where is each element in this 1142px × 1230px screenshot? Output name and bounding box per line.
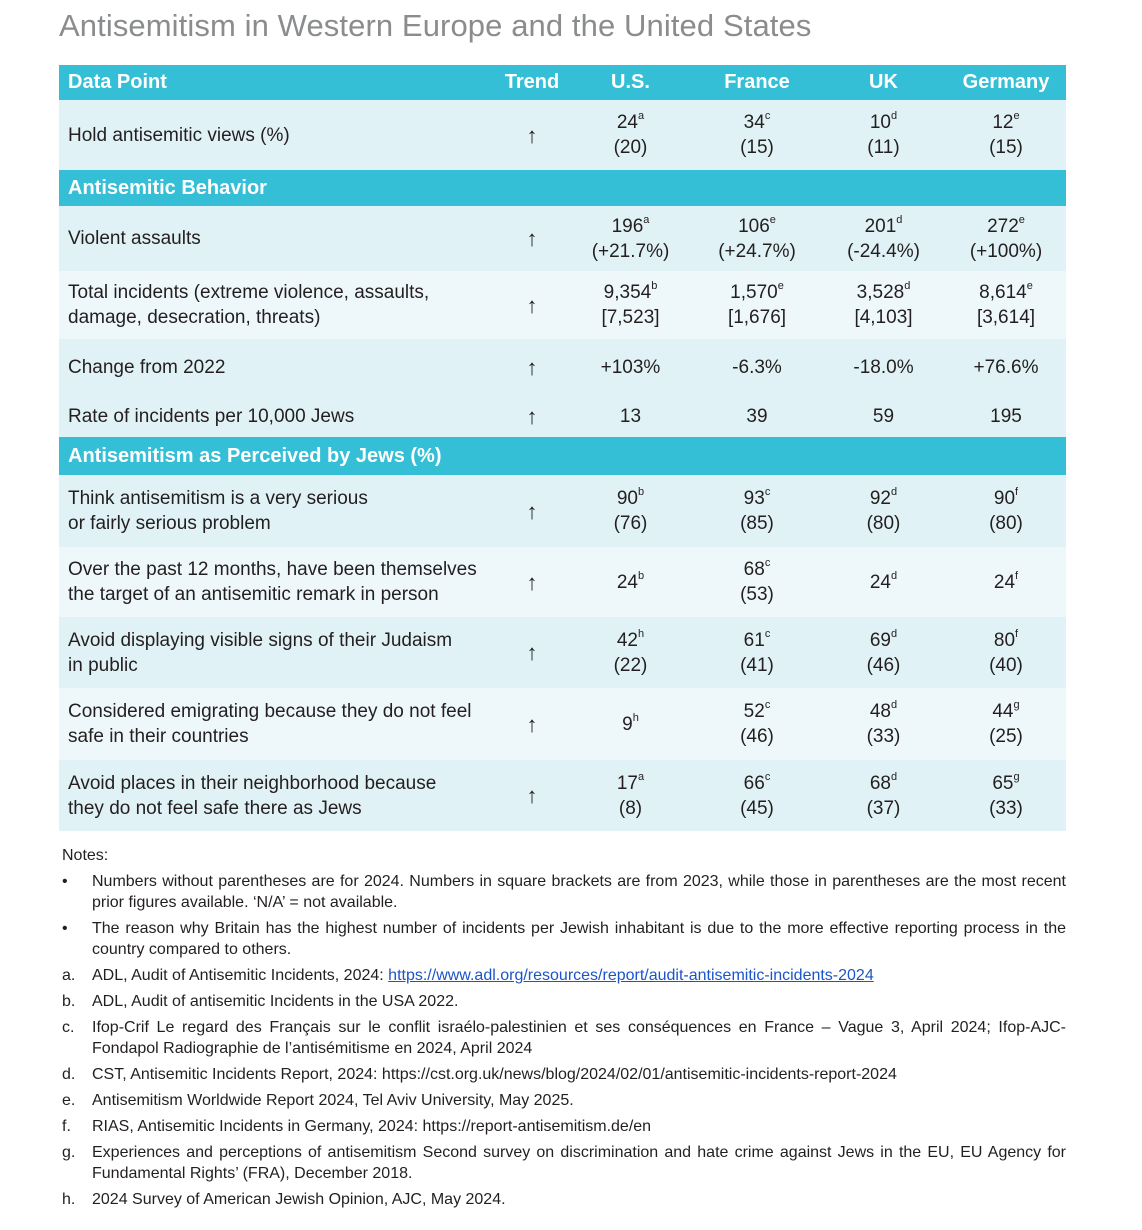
cell-uk: -18.0%: [821, 339, 946, 395]
trend-up-icon: ↑: [496, 100, 568, 170]
trend-up-icon: ↑: [496, 688, 568, 760]
trend-up-icon: ↑: [496, 271, 568, 339]
note-h: h. 2024 Survey of American Jewish Opinion, AJC, May 2024.: [62, 1191, 506, 1208]
cell-france: 39: [693, 395, 821, 437]
note-g: g. Experiences and perceptions of antisemitism Second survey on discrimination and hate crime against Jews in the EU, EU Agency for Fundamental Rights’ (FRA), December 2018.: [62, 1144, 1066, 1182]
cell-uk: 48$^d$ (33): [821, 688, 946, 760]
cell-us: 9,354$^b$ [7,523]: [568, 271, 693, 339]
cell-us: 24$^b$: [568, 547, 693, 617]
header-france: France: [693, 65, 821, 100]
header-data-point: Data Point: [59, 65, 496, 100]
table-row: [59, 547, 1066, 617]
antisemitism-table: [59, 65, 1066, 831]
notes-section: [62, 845, 1066, 1215]
row-label: Hold antisemitic views (%): [59, 100, 496, 170]
cell-france: 66$^c$ (45): [693, 760, 821, 831]
page-title: Antisemitism in Western Europe and the United States: [59, 8, 812, 43]
header-us: U.S.: [568, 65, 693, 100]
trend-up-icon: ↑: [496, 617, 568, 688]
row-label: Avoid displaying visible signs of their Judaism in public: [59, 617, 496, 688]
cell-germany: 24$^f$: [946, 547, 1066, 617]
note-e: e. Antisemitism Worldwide Report 2024, Tel Aviv University, May 2025.: [62, 1092, 574, 1109]
cell-france: 52$^c$ (46): [693, 688, 821, 760]
cell-germany: 80$^f$ (40): [946, 617, 1066, 688]
trend-up-icon: ↑: [496, 206, 568, 271]
cell-germany: 44$^g$ (25): [946, 688, 1066, 760]
cell-france: 34$^c$ (15): [693, 100, 821, 170]
cell-germany: 272e (+100%): [946, 206, 1066, 271]
row-label: Avoid places in their neighborhood because they do not feel safe there as Jews: [59, 760, 496, 831]
cell-uk: 24$^d$: [821, 547, 946, 617]
section-header-perceived: Antisemitism as Perceived by Jews (%): [59, 437, 1066, 475]
cell-france: 93$^c$ (85): [693, 475, 821, 547]
row-label: Rate of incidents per 10,000 Jews: [59, 395, 496, 437]
table-row: [59, 475, 1066, 547]
note-f: f. RIAS, Antisemitic Incidents in Germany, 2024: https://report-antisemitism.de/en: [62, 1118, 652, 1135]
cell-uk: 59: [821, 395, 946, 437]
note-bullet: • Numbers without parentheses are for 2024. Numbers in square brackets are from 2023, while those in parentheses are the most recent prior figures available. ‘N/A’ = not available.: [62, 873, 1066, 911]
header-germany: Germany: [946, 65, 1066, 100]
cell-us: 9$^h$: [568, 688, 693, 760]
cell-uk: 201$^d$ (-24.4%): [821, 206, 946, 271]
trend-up-icon: ↑: [496, 339, 568, 395]
row-label: Change from 2022: [59, 339, 496, 395]
notes-heading: Notes:: [62, 847, 109, 864]
cell-uk: 68$^d$ (37): [821, 760, 946, 831]
cell-germany: +76.6%: [946, 339, 1066, 395]
cell-uk: 10$^d$ (11): [821, 100, 946, 170]
table-row: [59, 339, 1066, 395]
cell-uk: 3,528$^d$ [4,103]: [821, 271, 946, 339]
section-header-behavior: Antisemitic Behavior: [59, 170, 1066, 206]
table-row: [59, 271, 1066, 339]
cell-us: 24$^a$ (20): [568, 100, 693, 170]
cell-germany: 90$^f$ (80): [946, 475, 1066, 547]
cell-us: 90$^b$ (76): [568, 475, 693, 547]
cell-us: 196$^a$ (+21.7%): [568, 206, 693, 271]
cell-germany: 195: [946, 395, 1066, 437]
header-trend: Trend: [496, 65, 568, 100]
cell-us: 42$^h$ (22): [568, 617, 693, 688]
cell-germany: 12e (15): [946, 100, 1066, 170]
cell-france: 68$^c$ (53): [693, 547, 821, 617]
table-row: [59, 760, 1066, 831]
note-bullet: • The reason why Britain has the highest number of incidents per Jewish inhabitant is due to the more effective reporting process in the country compared to others.: [62, 920, 1066, 958]
note-a-link[interactable]: https://www.adl.org/resources/report/audit-antisemitic-incidents-2024: [388, 967, 874, 984]
note-a: a. ADL, Audit of Antisemitic Incidents, 2024: https://www.adl.org/resources/report/audit-antisemitic-incidents-2024: [62, 967, 874, 984]
cell-germany: 8,614e [3,614]: [946, 271, 1066, 339]
cell-us: 17$^a$ (8): [568, 760, 693, 831]
trend-up-icon: ↑: [496, 760, 568, 831]
note-d: d. CST, Antisemitic Incidents Report, 2024: https://cst.org.uk/news/blog/2024/02/01/antisemitic-incidents-report-2024: [62, 1066, 897, 1083]
table-row: [59, 688, 1066, 760]
row-label: Violent assaults: [59, 206, 496, 271]
trend-up-icon: ↑: [496, 395, 568, 437]
table-row: [59, 395, 1066, 437]
cell-france: 106e (+24.7%): [693, 206, 821, 271]
trend-up-icon: ↑: [496, 475, 568, 547]
cell-france: 1,570e [1,676]: [693, 271, 821, 339]
note-b: b. ADL, Audit of antisemitic Incidents in the USA 2022.: [62, 993, 459, 1010]
row-label: Considered emigrating because they do not feel safe in their countries: [59, 688, 496, 760]
trend-up-icon: ↑: [496, 547, 568, 617]
table-row: [59, 206, 1066, 271]
cell-germany: 65$^g$ (33): [946, 760, 1066, 831]
cell-us: 13: [568, 395, 693, 437]
row-label: Over the past 12 months, have been themselves the target of an antisemitic remark in person: [59, 547, 496, 617]
table-row: [59, 100, 1066, 170]
cell-france: 61$^c$ (41): [693, 617, 821, 688]
cell-uk: 69$^d$ (46): [821, 617, 946, 688]
row-label: Total incidents (extreme violence, assaults, damage, desecration, threats): [59, 271, 496, 339]
note-c: c. Ifop-Crif Le regard des Français sur le conflit israélo-palestinien et ses conséquences en France – Vague 3, April 2024; Ifop-AJC-Fondapol Radiographie de l’antisémitisme en 2024, April 2024: [62, 1019, 1066, 1057]
table-row: [59, 617, 1066, 688]
table-header-row: [59, 65, 1066, 100]
cell-france: -6.3%: [693, 339, 821, 395]
cell-uk: 92$^d$ (80): [821, 475, 946, 547]
cell-us: +103%: [568, 339, 693, 395]
header-uk: UK: [821, 65, 946, 100]
row-label: Think antisemitism is a very serious or fairly serious problem: [59, 475, 496, 547]
